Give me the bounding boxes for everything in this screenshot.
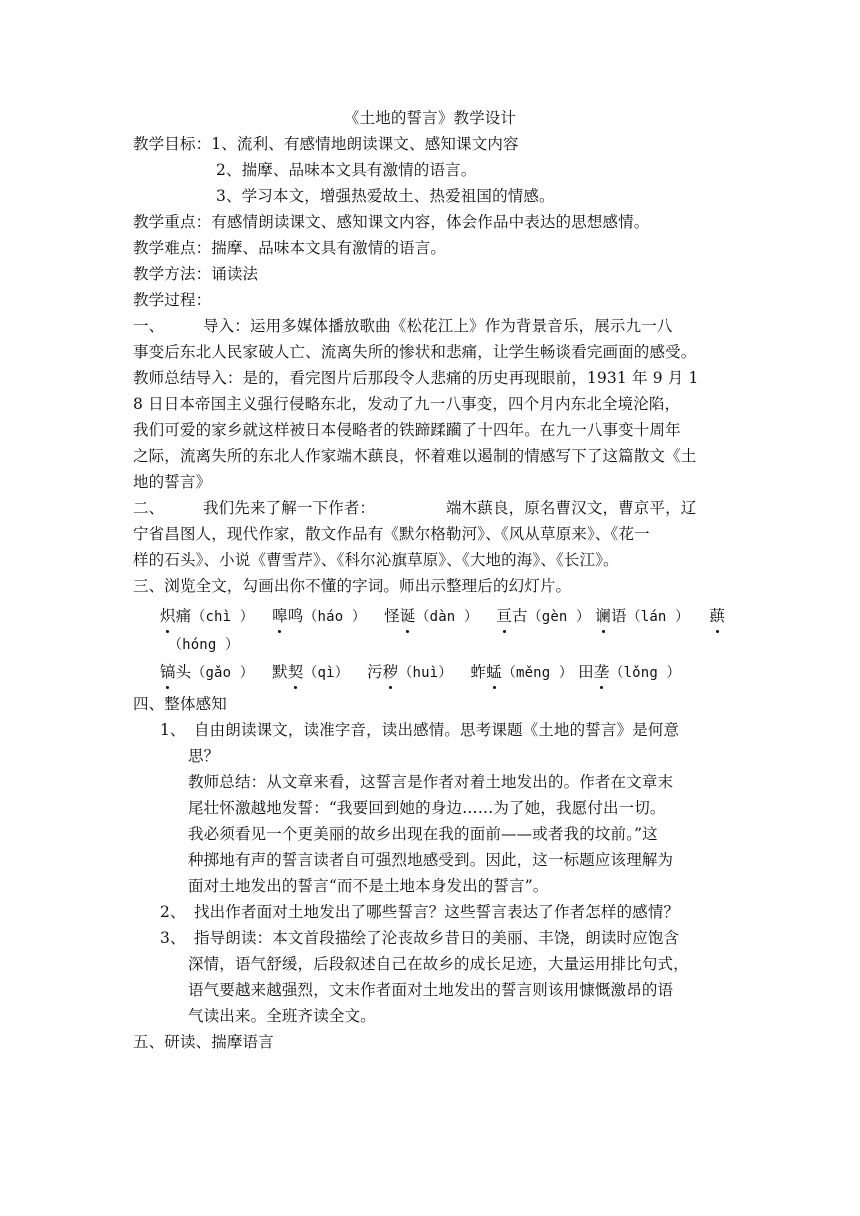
- section-1-line: 事变后东北人民家破人亡、流离失所的惨状和悲痛，让学生畅谈看完画面的感受。: [133, 343, 697, 361]
- document-title: 《土地的誓言》教学设计: [343, 109, 517, 127]
- list-item-number: 3、: [160, 929, 186, 947]
- section-1-number: 一、: [133, 317, 165, 335]
- vocab-pinyin: （chì ）: [191, 609, 254, 625]
- section-1-line: 地的誓言》: [133, 473, 212, 491]
- vocab-row-1: [160, 603, 725, 629]
- vocab-item: [367, 663, 452, 681]
- vocab-char: 蜢: [486, 659, 502, 685]
- difficulty-line: 教学难点：揣摩、品味本文具有激情的语言。: [133, 239, 447, 257]
- vocab-item: [272, 663, 349, 681]
- section-1-line: 导入：运用多媒体播放歌曲《松花江上》作为背景音乐，展示九一八: [203, 317, 673, 335]
- vocab-pinyin: （lǒng ）: [609, 665, 681, 681]
- vocab-item: [272, 607, 366, 625]
- vocab-char: 痛: [175, 607, 192, 625]
- objective-item: 2、揣摩、品味本文具有激情的语言。: [216, 161, 477, 179]
- vocab-char: 古: [511, 607, 528, 625]
- list-item-line: 我必须看见一个更美丽的故乡出现在我的面前——或者我的坟前。”这: [188, 825, 658, 843]
- method-line: 教学方法：诵读法: [133, 265, 259, 283]
- objective-item: 1、流利、有感情地朗读课文、感知课文内容: [211, 135, 519, 153]
- vocab-char: 诞: [400, 603, 416, 629]
- list-item-line: 面对土地发出的誓言“而不是土地本身发出的誓言”。: [188, 877, 549, 895]
- vocab-char: 炽: [160, 603, 176, 629]
- list-item-line: 种掷地有声的誓言读者自可强烈地感受到。因此，这一标题应该理解为: [188, 851, 674, 869]
- vocab-char: 垄: [594, 659, 610, 685]
- list-item-line: 思？: [188, 747, 220, 765]
- vocab-char: 契: [288, 659, 304, 685]
- vocab-char: 默: [272, 663, 288, 681]
- vocab-char: 蕻: [709, 603, 725, 629]
- section-1-line: 我们可爱的家乡就这样被日本侵略者的铁蹄蹂躏了十四年。在九一八事变十周年: [133, 421, 681, 439]
- vocab-item: [595, 607, 689, 625]
- list-item-line: 语气要越来越强烈，文末作者面对土地发出的誓言则该用慷慨激昂的语: [188, 981, 674, 999]
- vocab-char: 田: [578, 663, 594, 681]
- vocab-char: 怪: [384, 607, 400, 625]
- section-5-heading: 五、研读、揣摩语言: [133, 1033, 274, 1051]
- vocab-char: 亘: [496, 603, 512, 629]
- objective-item: 3、学习本文，增强热爱故土、热爱祖国的情感。: [216, 187, 555, 205]
- key-point-line: 教学重点：有感情朗读课文、感知课文内容，体会作品中表达的思想感情。: [133, 213, 650, 231]
- vocab-item: [709, 607, 725, 625]
- section-2-author: 端木蕻良，原名曹汉文，曹京平，辽: [446, 499, 697, 517]
- vocab-row-2: [160, 659, 681, 685]
- list-item-line: 气读出来。全班齐读全文。: [188, 1007, 376, 1025]
- section-1-line: 8 日日本帝国主义强行侵略东北，发动了九一八事变，四个月内东北全境沦陷，: [133, 395, 681, 413]
- list-item-line: 指导朗读：本文首段描绘了沦丧故乡昔日的美丽、丰饶，朗读时应饱含: [194, 929, 680, 947]
- vocab-char: 谰: [595, 603, 611, 629]
- vocab-item: [578, 663, 681, 681]
- vocab-item: [496, 607, 590, 625]
- vocab-item: [471, 663, 574, 681]
- list-item-line: 找出作者面对土地发出了哪些誓言？这些誓言表达了作者怎样的感情？: [194, 903, 680, 921]
- vocab-char: 嗥: [272, 603, 288, 629]
- vocab-pinyin: （háo ）: [303, 609, 367, 625]
- section-2-line: 宁省昌图人，现代作家，散文作品有《默尔格勒河》、《风从草原来》、《花一: [133, 525, 650, 543]
- vocab-pinyin: （hóng ）: [168, 637, 240, 653]
- vocab-char: 语: [610, 607, 627, 625]
- vocab-pinyin: （gèn ）: [527, 609, 591, 625]
- vocab-row-1-wrap: [168, 631, 239, 657]
- vocab-pinyin: （gǎo ）: [191, 665, 254, 681]
- list-item-line: 深情，语气舒缓，后段叙述自己在故乡的成长足迹，大量运用排比句式，: [188, 955, 689, 973]
- list-item-line: 自由朗读课文，读准字音，读出感情。思考课题《土地的誓言》是何意: [194, 721, 680, 739]
- objectives-line-1: [133, 131, 519, 157]
- section-3-heading: 三、浏览全文，勾画出你不懂的字词。师出示整理后的幻灯片。: [133, 577, 572, 595]
- vocab-pinyin: （měng ）: [501, 665, 574, 681]
- vocab-pinyin: （huì）: [398, 665, 453, 681]
- vocab-pinyin: （qì）: [303, 665, 349, 681]
- vocab-pinyin: （dàn ）: [415, 609, 479, 625]
- vocab-char: 头: [175, 663, 192, 681]
- vocab-char: 污: [367, 663, 383, 681]
- vocab-char: 镐: [160, 659, 176, 685]
- section-2-number: 二、: [133, 499, 165, 517]
- list-item-number: 1、: [160, 721, 186, 739]
- list-item-line: 教师总结：从文章来看，这誓言是作者对着土地发出的。作者在文章末: [188, 773, 674, 791]
- objectives-label: 教学目标：: [133, 135, 212, 153]
- list-item-number: 2、: [160, 903, 186, 921]
- vocab-item: [160, 607, 254, 625]
- process-heading: 教学过程：: [133, 291, 212, 309]
- section-4-heading: 四、整体感知: [133, 695, 227, 713]
- vocab-char: 鸣: [287, 607, 304, 625]
- list-item-line: 尾壮怀激越地发誓：“我要回到她的身边……为了她，我愿付出一切。: [188, 799, 666, 817]
- vocab-item: [160, 663, 254, 681]
- vocab-item: [384, 607, 478, 625]
- section-2-line: 样的石头》、小说《曹雪芹》、《科尔沁旗草原》、《大地的海》、《长江》。: [133, 551, 619, 569]
- vocab-pinyin: （lán ）: [626, 609, 690, 625]
- section-1-line: 教师总结导入：是的，看完图片后那段令人悲痛的历史再现眼前，1931 年 9 月 1: [133, 369, 699, 387]
- section-1-line: 之际，流离失所的东北人作家端木蕻良，怀着难以遏制的情感写下了这篇散文《土: [133, 447, 697, 465]
- section-2-intro: 我们先来了解一下作者：: [203, 499, 376, 517]
- vocab-char: 蚱: [470, 663, 487, 681]
- vocab-char: 秽: [383, 659, 399, 685]
